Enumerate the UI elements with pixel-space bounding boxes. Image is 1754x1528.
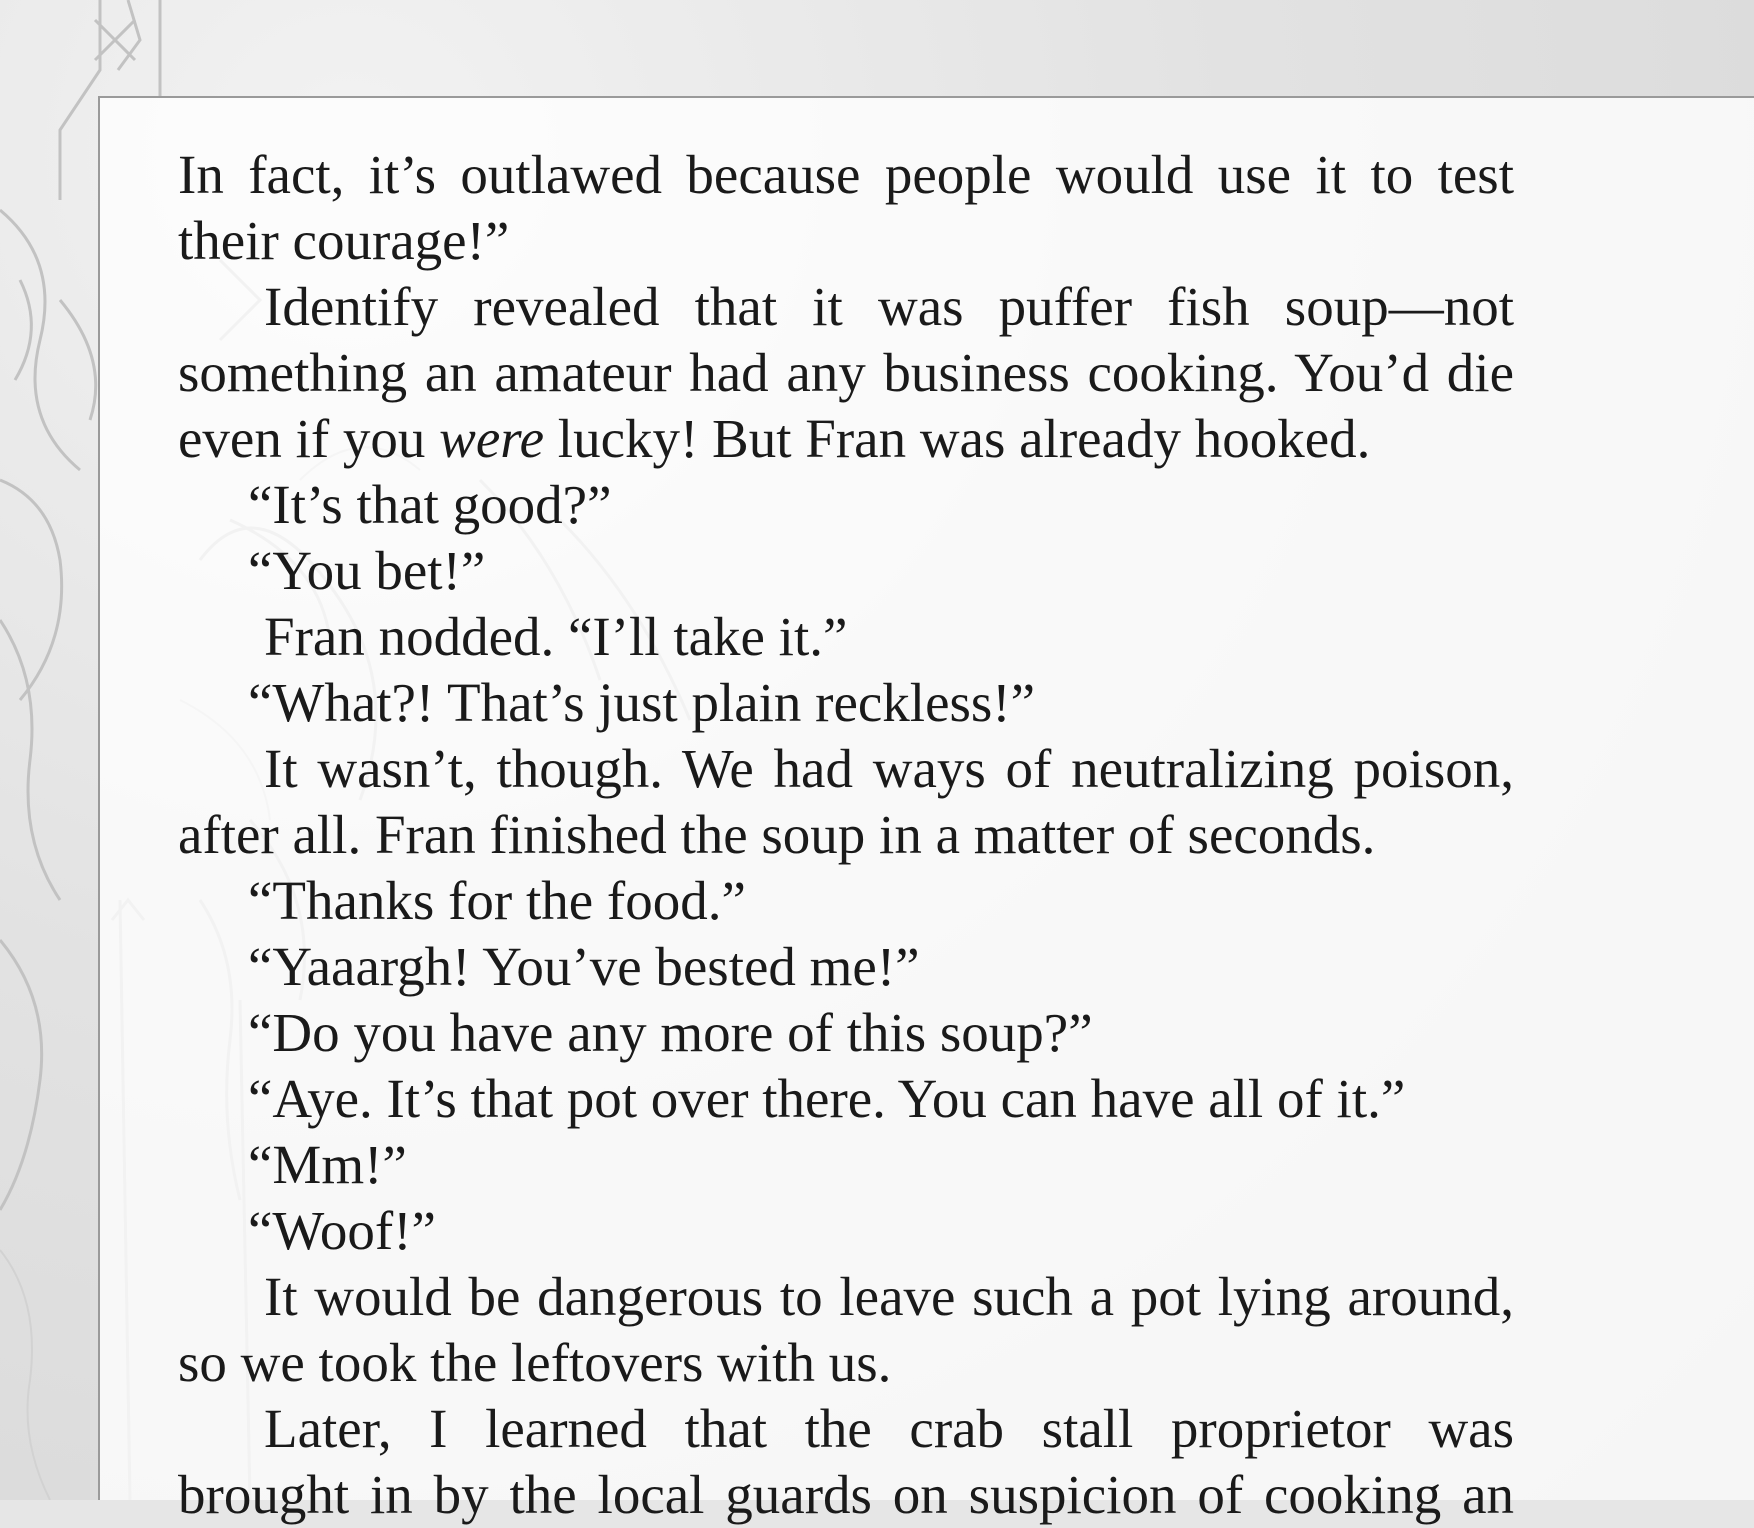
italic-emphasis: were <box>439 408 545 469</box>
paragraph-text: “Aye. It’s that pot over there. You can have all of it.” <box>248 1068 1406 1129</box>
paragraph-text: “Thanks for the food.” <box>248 870 746 931</box>
paragraph <box>178 1264 1514 1396</box>
dialogue-line <box>178 1000 1514 1066</box>
paragraph <box>178 1396 1514 1462</box>
paragraph-text: It would be dangerous to leave such a pot lying around, so we took the leftovers with us. <box>178 1266 1514 1393</box>
dialogue-line <box>178 1066 1514 1132</box>
paragraph-text: Identify revealed that it was puffer fish soup—not something an amateur had any business cooking. You’d die even if you <box>178 276 1514 469</box>
page-text <box>178 142 1514 1528</box>
paragraph-text: “It’s that good?” <box>248 474 612 535</box>
paragraph-text: “Mm!” <box>248 1134 407 1195</box>
paragraph-text: brought in by the local guards on suspicion of cooking an <box>178 1464 1514 1525</box>
paragraph <box>178 604 1514 670</box>
paragraph-text: In fact, it’s outlawed because people would use it to test their courage!” <box>178 144 1514 271</box>
paragraph <box>178 274 1514 472</box>
dialogue-line <box>178 1198 1514 1264</box>
dialogue-line <box>178 934 1514 1000</box>
dialogue-line <box>178 1132 1514 1198</box>
paragraph-text: It wasn’t, though. We had ways of neutralizing poison, after all. Fran finished the soup in a matter of seconds. <box>178 738 1514 865</box>
paragraph-text: “Woof!” <box>248 1200 436 1261</box>
paragraph-continuation <box>178 1462 1514 1528</box>
dialogue-line <box>178 670 1514 736</box>
paragraph-text: “Do you have any more of this soup?” <box>248 1002 1093 1063</box>
paragraph-text: “What?! That’s just plain reckless!” <box>248 672 1036 733</box>
paragraph-text: lucky! But Fran was already hooked. <box>544 408 1371 469</box>
dialogue-line <box>178 868 1514 934</box>
dialogue-line <box>178 472 1514 538</box>
paragraph <box>178 142 1514 274</box>
paragraph-text: “You bet!” <box>248 540 486 601</box>
paragraph-text: Later, I learned that the crab stall proprietor was <box>264 1398 1514 1459</box>
paragraph-text: Fran nodded. “I’ll take it.” <box>264 606 848 667</box>
dialogue-line <box>178 538 1514 604</box>
paragraph <box>178 736 1514 868</box>
paragraph-text: “Yaaargh! You’ve bested me!” <box>248 936 920 997</box>
